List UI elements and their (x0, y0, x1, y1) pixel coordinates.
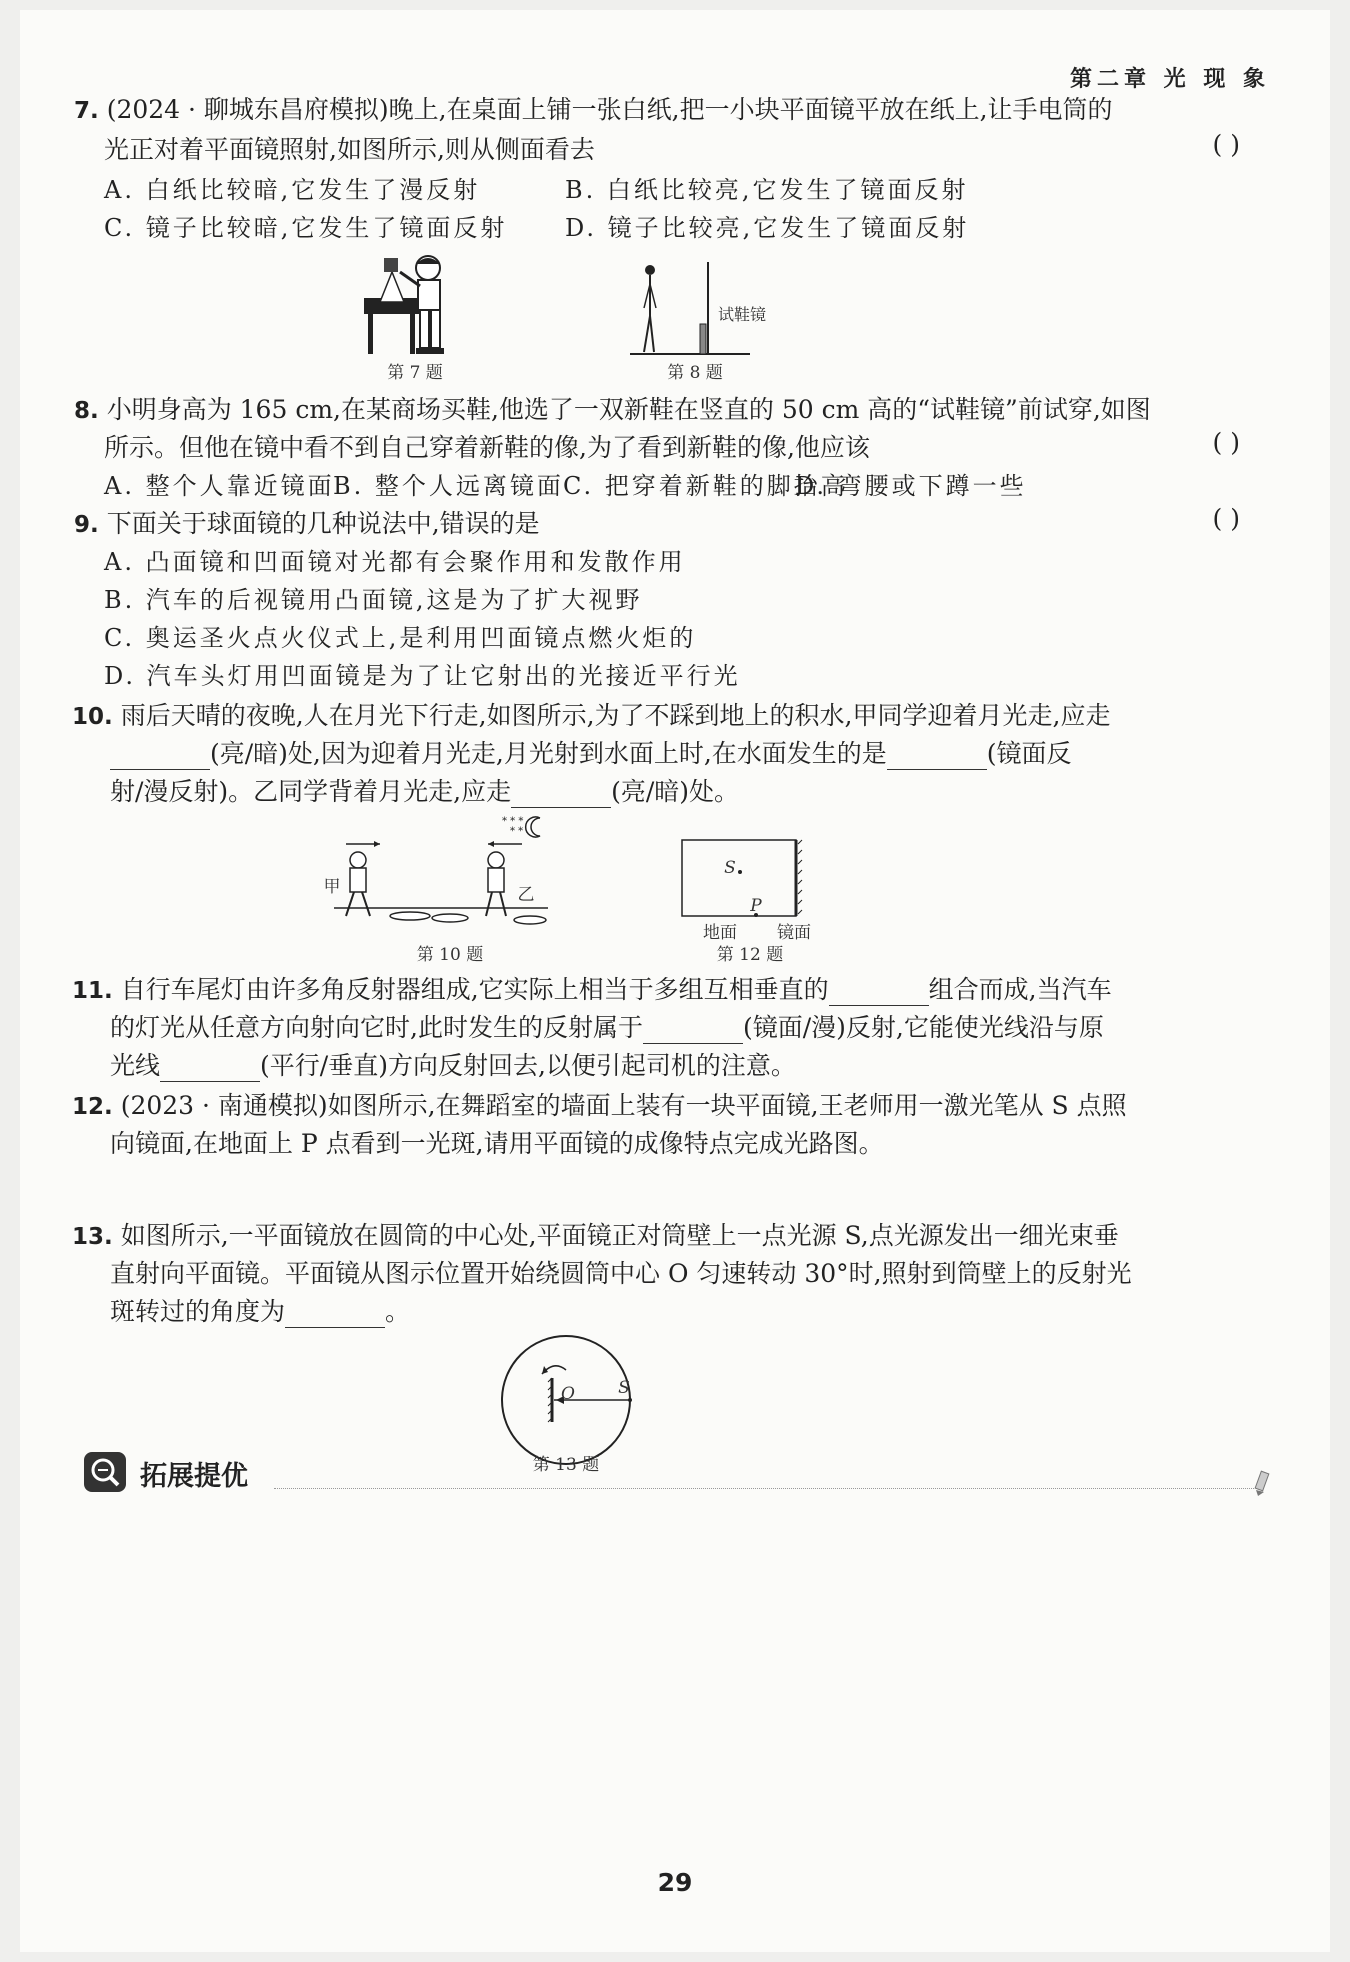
section-extension (84, 1452, 1274, 1496)
q11-text2a: 的灯光从任意方向射向它时,此时发生的反射属于 (110, 1013, 643, 1042)
figure-13-caption: 第 13 题 (532, 1455, 600, 1475)
mirror-label: 镜面 (777, 923, 811, 943)
q11-line2 (110, 1008, 1104, 1044)
q13-line1 (72, 1216, 1119, 1252)
q9-option-c: C. 奥运圣火点火仪式上,是利用凹面镜点燃火炬的 (104, 624, 697, 652)
q8-line1 (74, 390, 1151, 426)
q13-text1: 如图所示,一平面镜放在圆筒的中心处,平面镜正对筒壁上一点光源 S,点光源发出一细光束垂 (120, 1221, 1119, 1250)
svg-text:* *: * * (510, 826, 524, 837)
q11-text2b: (镜面/漫)反射,它能使光线沿与原 (742, 1013, 1104, 1042)
q10-blank-1[interactable] (110, 745, 210, 770)
q12-number: 12. (72, 1094, 113, 1120)
q10-text3a: 射/漫反射)。乙同学背着月光走,应走 (110, 777, 512, 806)
q9-line1 (74, 504, 540, 540)
figure-12-dance-room (680, 838, 804, 920)
q13-text3b: 。 (385, 1297, 411, 1326)
ground-label: 地面 (703, 923, 737, 943)
q8-number: 8. (74, 398, 99, 424)
q10-text2b: (镜面反 (986, 739, 1072, 768)
q8-option-b: B. 整个人远离镜面 (333, 472, 564, 500)
q13-line3 (110, 1292, 410, 1328)
pencil-decoration-icon (1252, 1470, 1274, 1496)
walker-jia-label: 甲 (323, 877, 341, 897)
chapter-header: 第二章 光 现 象 (1070, 67, 1270, 92)
q8-option-d: D. 弯腰或下蹲一些 (795, 472, 1027, 500)
q11-blank-3[interactable] (160, 1057, 260, 1082)
q7-option-c: C. 镜子比较暗,它发生了镜面反射 (104, 214, 508, 242)
q12-text1: (2023 · 南通模拟)如图所示,在舞蹈室的墙面上装有一块平面镜,王老师用一激光笔从 S 点照 (120, 1091, 1127, 1120)
q11-line1 (72, 970, 1112, 1006)
q13-line2: 直射向平面镜。平面镜从图示位置开始绕圆筒中心 O 匀速转动 30°时,照射到筒壁上的反射光 (110, 1259, 1132, 1288)
q7-option-a: A. 白纸比较暗,它发生了漫反射 (104, 176, 481, 204)
q11-text1a: 自行车尾灯由许多角反射器组成,它实际上相当于多组互相垂直的 (120, 975, 829, 1004)
q8-option-c: C. 把穿着新鞋的脚抬高 (563, 472, 848, 500)
q9-answer-paren: ( ) (1212, 504, 1240, 533)
q12-line2: 向镜面,在地面上 P 点看到一光斑,请用平面镜的成像特点完成光路图。 (110, 1129, 884, 1158)
q13-blank-1[interactable] (285, 1303, 385, 1328)
q7-option-d: D. 镜子比较亮,它发生了镜面反射 (565, 214, 970, 242)
q11-line3 (110, 1046, 796, 1082)
q10-line3 (110, 772, 739, 808)
walker-yi-label: 乙 (517, 885, 535, 905)
q7-option-b: B. 白纸比较亮,它发生了镜面反射 (565, 176, 969, 204)
q11-text3b: (平行/垂直)方向反射回去,以便引起司机的注意。 (260, 1051, 796, 1080)
q10-number: 10. (72, 704, 113, 730)
q10-text3b: (亮/暗)处。 (611, 777, 740, 806)
q11-blank-2[interactable] (643, 1019, 743, 1044)
figure-7-flashlight-illustration (358, 250, 458, 360)
q10-line1 (72, 696, 1110, 732)
q9-option-d: D. 汽车头灯用凹面镜是为了让它射出的光接近平行光 (104, 662, 741, 690)
point-s-label: S (724, 858, 736, 878)
page-number: 29 (657, 1868, 693, 1897)
q10-text1: 雨后天晴的夜晚,人在月光下行走,如图所示,为了不踩到地上的积水,甲同学迎着月光走,应走 (120, 701, 1111, 730)
q11-blank-1[interactable] (829, 981, 929, 1006)
q10-text2a: (亮/暗)处,因为迎着月光走,月光射到水面上时,在水面发生的是 (210, 739, 887, 768)
q10-blank-3[interactable] (511, 783, 611, 808)
q7-number: 7. (74, 98, 99, 124)
section-divider (274, 1488, 1254, 1489)
q11-text3a: 光线 (110, 1051, 161, 1080)
shoe-mirror-label: 试鞋镜 (717, 305, 766, 324)
center-o-label: O (561, 1384, 575, 1404)
q7-line2: 光正对着平面镜照射,如图所示,则从侧面看去 (104, 135, 595, 164)
q11-number: 11. (72, 978, 113, 1004)
q8-text1: 小明身高为 165 cm,在某商场买鞋,他选了一双新鞋在竖直的 50 cm 高的“试鞋镜”前试穿,如图 (106, 395, 1151, 424)
q8-line2: 所示。但他在镜中看不到自己穿着新鞋的像,为了看到新鞋的像,他应该 (104, 433, 870, 462)
q7-answer-paren: ( ) (1212, 130, 1240, 159)
q8-option-a: A. 整个人靠近镜面 (104, 472, 335, 500)
q13-text3a: 斑转过的角度为 (110, 1297, 286, 1326)
point-p-label: P (750, 896, 762, 916)
q10-line2 (110, 734, 1072, 770)
q12-line1 (72, 1086, 1127, 1122)
figure-10-moonlight-walkers (330, 808, 560, 936)
q9-text1: 下面关于球面镜的几种说法中,错误的是 (106, 509, 540, 538)
magnifier-icon (84, 1452, 126, 1492)
q9-option-b: B. 汽车的后视镜用凸面镜,这是为了扩大视野 (104, 586, 643, 614)
q7-line1 (74, 90, 1113, 126)
q7-text1: (2024 · 聊城东昌府模拟)晚上,在桌面上铺一张白纸,把一小块平面镜平放在纸上,让手电筒的 (106, 95, 1113, 124)
figure-7-caption: 第 7 题 (387, 363, 443, 383)
source-s-label: S (618, 1378, 630, 1398)
q9-number: 9. (74, 512, 99, 538)
figure-12-caption: 第 12 题 (716, 945, 784, 965)
q9-option-a: A. 凸面镜和凹面镜对光都有会聚作用和发散作用 (104, 548, 686, 576)
q13-number: 13. (72, 1224, 113, 1250)
figure-8-caption: 第 8 题 (667, 363, 723, 383)
q8-answer-paren: ( ) (1212, 428, 1240, 457)
section-title: 拓展提优 (140, 1461, 248, 1492)
q11-text1b: 组合而成,当汽车 (928, 975, 1112, 1004)
figure-10-caption: 第 10 题 (416, 945, 484, 965)
svg-text:* * *: * * * (502, 816, 524, 827)
q10-blank-2[interactable] (887, 745, 987, 770)
